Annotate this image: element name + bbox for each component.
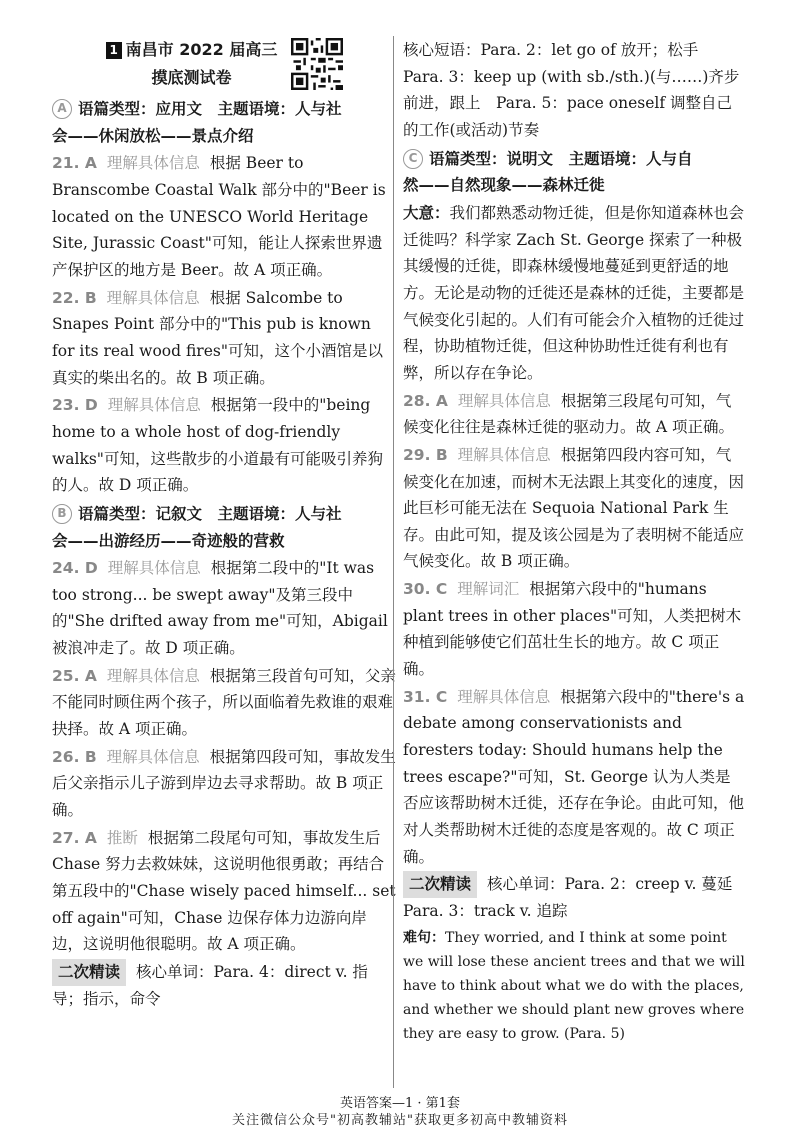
main-idea-label: 大意：: [403, 203, 450, 222]
core-words: 核心单词：Para. 2：creep v. 蔓延 Para. 3：track v. 追踪: [403, 875, 748, 920]
explanation: 根据第六段中的"there's a debate among conservationists and foresters today: Should humans help the trees escape?"可知，St. George 认为人类是否应该帮助树木迁徙，还存在争论。由此可知，他对人类帮助树木迁徙的态度是客观的。故 C 项正确。: [403, 687, 745, 866]
section-c-line1: 语篇类型：说明文 主题语境：人与自: [429, 149, 693, 168]
section-mark-c: C: [403, 149, 423, 169]
answer-29: [403, 442, 745, 575]
answer-number: 26. B: [52, 747, 97, 766]
section-mark-b: B: [52, 504, 72, 524]
difficult-sentence: [403, 926, 745, 1046]
explanation: 根据第一段中的"being home to a whole host of dog-friendly walks"可知，这些散步的小道最有可能吸引养狗的人。故 D 项正确。: [52, 396, 383, 495]
question-type: 理解具体信息: [457, 445, 551, 464]
answer-26: [52, 744, 397, 824]
paper-title: [106, 36, 278, 92]
set-number-badge: 1: [106, 42, 122, 59]
answer-31: [403, 684, 745, 871]
answer-24: [52, 555, 397, 662]
second-reading-right: [403, 871, 748, 924]
page-footer: 英语答案—1 · 第1套: [340, 1096, 460, 1111]
section-b-header: [52, 501, 397, 554]
answer-number: 25. A: [52, 666, 97, 685]
second-reading-tag: 二次精读: [403, 871, 477, 898]
left-column: [52, 36, 397, 1012]
question-type: 理解词汇: [457, 580, 520, 599]
question-type: 推断: [106, 828, 138, 847]
core-words: 核心单词：Para. 4：direct v. 指导；指示，命令: [52, 963, 368, 1008]
explanation: 根据第三段首句可知，父亲不能同时顾住两个孩子，所以面临着先救谁的艰难抉择。故 A 项正确。: [52, 666, 396, 739]
difficult-sentence-label: 难句：: [403, 929, 445, 946]
section-a-line2: 会——休闲放松——景点介绍: [52, 126, 254, 145]
explanation: 根据第二段中的"It was too strong... be swept away"及第三段中的"She drifted away from me"可知，Abigail 被浪冲走了。故 D 项正确。: [52, 559, 388, 658]
question-type: 理解具体信息: [457, 391, 551, 410]
difficult-sentence-text: They worried, and I think at some point we will lose these ancient trees and that we will have to think about what we do with the places, and whether we should plant new groves where they are easy to grow. (Para. 5): [403, 929, 745, 1042]
answer-number: 31. C: [403, 687, 448, 706]
main-idea: [403, 200, 745, 387]
section-a-line1: 语篇类型：应用文 主题语境：人与社: [78, 100, 342, 118]
title-line1: 南昌市 2022 届高三: [125, 40, 278, 59]
question-type: 理解具体信息: [106, 288, 200, 307]
answer-number: 28. A: [403, 391, 448, 410]
answer-number: 30. C: [403, 580, 448, 599]
explanation: 根据 Salcombe to Snapes Point 部分中的"This pub is known for its real wood fires"可知，这个小酒馆是以真实的柴出名的。故 B 项正确。: [52, 288, 383, 387]
explanation: 根据第二段尾句可知，事故发生后 Chase 努力去救妹妹，这说明他很勇敢；再结合第五段中的"Chase wisely paced himself... set off again"可知，Chase 边保存体力边游向岸边，这说明他很聪明。故 A 项正确。: [52, 828, 396, 954]
question-type: 理解具体信息: [457, 687, 551, 706]
qr-code-icon[interactable]: [291, 38, 343, 90]
title-line2: 摸底测试卷: [151, 68, 232, 87]
second-reading-left: [52, 959, 397, 1012]
answer-number: 21. A: [52, 154, 97, 173]
answer-21: [52, 150, 397, 283]
section-c-header: [403, 146, 745, 199]
question-type: 理解具体信息: [106, 154, 200, 173]
answer-23: [52, 392, 397, 499]
section-a-header: [52, 96, 397, 149]
paper-header: [52, 36, 397, 92]
explanation: 根据第四段可知，事故发生后父亲指示儿子游到岸边去寻求帮助。故 B 项正确。: [52, 747, 396, 820]
answer-25: [52, 663, 397, 743]
section-b-line2: 会——出游经历——奇迹般的营救: [52, 531, 285, 550]
section-c-line2: 然——自然现象——森林迁徙: [403, 176, 605, 195]
explanation: 根据第三段尾句可知，气候变化往往是森林迁徙的驱动力。故 A 项正确。: [403, 391, 735, 437]
question-type: 理解具体信息: [106, 666, 200, 685]
answer-27: [52, 825, 397, 958]
core-phrases: 核心短语：Para. 2：let go of 放开；松手 Para. 3：keep up (with sb./sth.)(与……)齐步前进，跟上 Para. 5：pace oneself 调整自己的工作(或活动)节奏: [403, 41, 740, 139]
question-type: 理解具体信息: [107, 559, 201, 578]
section-b-line1: 语篇类型：记叙文 主题语境：人与社: [78, 504, 342, 523]
section-mark-a: A: [52, 99, 72, 119]
answer-number: 23. D: [52, 396, 98, 415]
right-column: [403, 36, 748, 1046]
answer-22: [52, 285, 397, 392]
answer-number: 22. B: [52, 288, 97, 307]
answer-number: 24. D: [52, 559, 98, 578]
column-divider: [393, 36, 394, 1088]
main-idea-text: 我们都熟悉动物迁徙，但是你知道森林也会迁徙吗？科学家 Zach St. George 探索了一种极其缓慢的迁徙，即森林缓慢地蔓延到更舒适的地方。无论是动物的迁徙还是森林的迁徙，主要都是气候变化引起的。人们有可能会介入植物的迁徙过程，协助植物迁徙，但这种协助性迁徙有利也有弊，所以存在争论。: [403, 203, 745, 382]
explanation: 根据第六段中的"humans plant trees in other places"可知，人类把树木种植到能够使它们茁壮生长的地方。故 C 项正确。: [403, 580, 742, 679]
answer-number: 27. A: [52, 828, 97, 847]
answer-28: [403, 388, 745, 441]
second-reading-tag: 二次精读: [52, 959, 126, 986]
explanation: 根据第四段内容可知，气候变化在加速，而树木无法跟上其变化的速度，因此巨杉可能无法在 Sequoia National Park 生存。由此可知，提及该公园是为了表明树不能适应气候变化。故 B 项正确。: [403, 445, 745, 571]
explanation: 根据 Beer to Branscombe Coastal Walk 部分中的"Beer is located on the UNESCO World Heritage Site, Jurassic Coast"可知，能让人探索世界遗产保护区的地方是 Beer。故 A 项正确。: [52, 154, 386, 279]
promo-footer: 关注微信公众号"初高教辅站"获取更多初高中教辅资料: [232, 1113, 568, 1128]
question-type: 理解具体信息: [106, 747, 200, 766]
answer-30: [403, 576, 745, 683]
question-type: 理解具体信息: [107, 396, 201, 415]
answer-number: 29. B: [403, 445, 448, 464]
